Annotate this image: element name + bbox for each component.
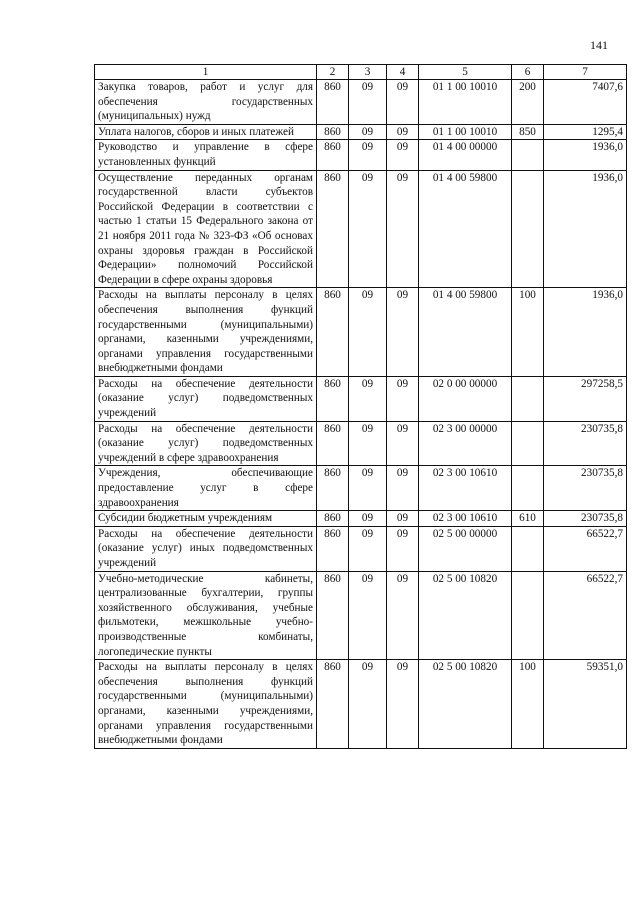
- row-col3-cell: 09: [349, 170, 387, 288]
- row-col6-cell: [512, 376, 544, 421]
- row-col7-cell: 66522,7: [544, 526, 627, 571]
- row-name-cell: Субсидии бюджетным учреждениям: [95, 511, 317, 527]
- row-col6-cell: 100: [512, 288, 544, 377]
- row-col7-cell: 297258,5: [544, 376, 627, 421]
- row-col7-cell: 1936,0: [544, 288, 627, 377]
- row-col5-cell: 01 4 00 59800: [419, 288, 512, 377]
- row-name-cell: Руководство и управление в сфере установленных функций: [95, 140, 317, 170]
- row-col3-cell: 09: [349, 124, 387, 140]
- row-col6-cell: [512, 466, 544, 511]
- row-col2-cell: 860: [317, 288, 349, 377]
- row-col7-cell: 59351,0: [544, 660, 627, 749]
- row-col3-cell: 09: [349, 511, 387, 527]
- table-row: [95, 421, 627, 466]
- row-col7-cell: 1936,0: [544, 140, 627, 170]
- row-name-cell: Расходы на обеспечение деятельности (оказание услуг) иных подведомственных учреждений: [95, 526, 317, 571]
- row-name-cell: Расходы на выплаты персоналу в целях обеспечения выполнения функций государственными (муниципальными) органами, казенными учреждениями, органами управления государственными внебюджетными фондами: [95, 288, 317, 377]
- column-header-3: 3: [349, 65, 387, 80]
- row-col5-cell: 02 5 00 00000: [419, 526, 512, 571]
- row-col6-cell: 610: [512, 511, 544, 527]
- row-col3-cell: 09: [349, 80, 387, 125]
- row-col4-cell: 09: [387, 466, 419, 511]
- row-col5-cell: 01 4 00 00000: [419, 140, 512, 170]
- row-col6-cell: [512, 170, 544, 288]
- row-col7-cell: 230735,8: [544, 511, 627, 527]
- row-col3-cell: 09: [349, 140, 387, 170]
- row-name-cell: Осуществление переданных органам государственной власти субъектов Российской Федерации в соответствии с частью 1 статьи 15 Федерального закона от 21 ноября 2011 года № 323-ФЗ «Об основах охраны здоровья граждан в Российской Федерации» полномочий Российской Федерации в сфере охраны здоровья: [95, 170, 317, 288]
- row-col6-cell: 100: [512, 660, 544, 749]
- row-col7-cell: 7407,6: [544, 80, 627, 125]
- column-header-1: 1: [95, 65, 317, 80]
- row-col3-cell: 09: [349, 376, 387, 421]
- column-header-2: 2: [317, 65, 349, 80]
- row-col7-cell: 230735,8: [544, 466, 627, 511]
- row-col6-cell: 200: [512, 80, 544, 125]
- row-col5-cell: 02 0 00 00000: [419, 376, 512, 421]
- column-header-6: 6: [512, 65, 544, 80]
- row-col6-cell: [512, 571, 544, 660]
- row-name-cell: Закупка товаров, работ и услуг для обеспечения государственных (муниципальных) нужд: [95, 80, 317, 125]
- table-row: [95, 170, 627, 288]
- row-col3-cell: 09: [349, 421, 387, 466]
- column-header-4: 4: [387, 65, 419, 80]
- row-name-cell: Уплата налогов, сборов и иных платежей: [95, 124, 317, 140]
- row-col2-cell: 860: [317, 466, 349, 511]
- row-col3-cell: 09: [349, 660, 387, 749]
- row-col5-cell: 02 3 00 00000: [419, 421, 512, 466]
- row-col2-cell: 860: [317, 511, 349, 527]
- row-name-cell: Расходы на выплаты персоналу в целях обеспечения выполнения функций государственными (муниципальными) органами, казенными учреждениями, органами управления государственными внебюджетными фондами: [95, 660, 317, 749]
- row-col4-cell: 09: [387, 170, 419, 288]
- row-col2-cell: 860: [317, 80, 349, 125]
- row-col4-cell: 09: [387, 140, 419, 170]
- table-row: [95, 80, 627, 125]
- column-header-7: 7: [544, 65, 627, 80]
- row-col3-cell: 09: [349, 288, 387, 377]
- row-col5-cell: 02 3 00 10610: [419, 466, 512, 511]
- table-row: [95, 124, 627, 140]
- budget-table: [94, 64, 627, 749]
- row-col5-cell: 02 3 00 10610: [419, 511, 512, 527]
- row-col2-cell: 860: [317, 124, 349, 140]
- row-col6-cell: 850: [512, 124, 544, 140]
- row-col2-cell: 860: [317, 526, 349, 571]
- row-col7-cell: 1936,0: [544, 170, 627, 288]
- row-col7-cell: 230735,8: [544, 421, 627, 466]
- table-row: [95, 660, 627, 749]
- column-header-5: 5: [419, 65, 512, 80]
- row-col4-cell: 09: [387, 376, 419, 421]
- row-name-cell: Учреждения, обеспечивающие предоставление услуг в сфере здравоохранения: [95, 466, 317, 511]
- table-row: [95, 511, 627, 527]
- row-name-cell: Расходы на обеспечение деятельности (оказание услуг) подведомственных учреждений: [95, 376, 317, 421]
- row-col4-cell: 09: [387, 571, 419, 660]
- row-col2-cell: 860: [317, 140, 349, 170]
- row-col6-cell: [512, 140, 544, 170]
- row-col4-cell: 09: [387, 526, 419, 571]
- row-col3-cell: 09: [349, 466, 387, 511]
- row-col4-cell: 09: [387, 124, 419, 140]
- row-col5-cell: 01 1 00 10010: [419, 124, 512, 140]
- row-col4-cell: 09: [387, 421, 419, 466]
- table-row: [95, 376, 627, 421]
- row-name-cell: Расходы на обеспечение деятельности (оказание услуг) подведомственных учреждений в сфере здравоохранения: [95, 421, 317, 466]
- row-col3-cell: 09: [349, 526, 387, 571]
- row-col4-cell: 09: [387, 660, 419, 749]
- row-col2-cell: 860: [317, 421, 349, 466]
- row-col5-cell: 01 1 00 10010: [419, 80, 512, 125]
- table-row: [95, 288, 627, 377]
- row-col4-cell: 09: [387, 511, 419, 527]
- row-col2-cell: 860: [317, 571, 349, 660]
- table-row: [95, 466, 627, 511]
- page-number: 141: [590, 38, 608, 52]
- table-row: [95, 571, 627, 660]
- row-col6-cell: [512, 421, 544, 466]
- row-col2-cell: 860: [317, 376, 349, 421]
- row-col7-cell: 1295,4: [544, 124, 627, 140]
- row-name-cell: Учебно-методические кабинеты, централизованные бухгалтерии, группы хозяйственного обслуживания, учебные фильмотеки, межшкольные учебно-производственные комбинаты, логопедические пункты: [95, 571, 317, 660]
- table-header-row: [95, 65, 627, 80]
- row-col7-cell: 66522,7: [544, 571, 627, 660]
- row-col3-cell: 09: [349, 571, 387, 660]
- row-col5-cell: 01 4 00 59800: [419, 170, 512, 288]
- table-row: [95, 140, 627, 170]
- table-row: [95, 526, 627, 571]
- row-col5-cell: 02 5 00 10820: [419, 660, 512, 749]
- row-col4-cell: 09: [387, 288, 419, 377]
- row-col2-cell: 860: [317, 170, 349, 288]
- row-col2-cell: 860: [317, 660, 349, 749]
- row-col4-cell: 09: [387, 80, 419, 125]
- row-col6-cell: [512, 526, 544, 571]
- row-col5-cell: 02 5 00 10820: [419, 571, 512, 660]
